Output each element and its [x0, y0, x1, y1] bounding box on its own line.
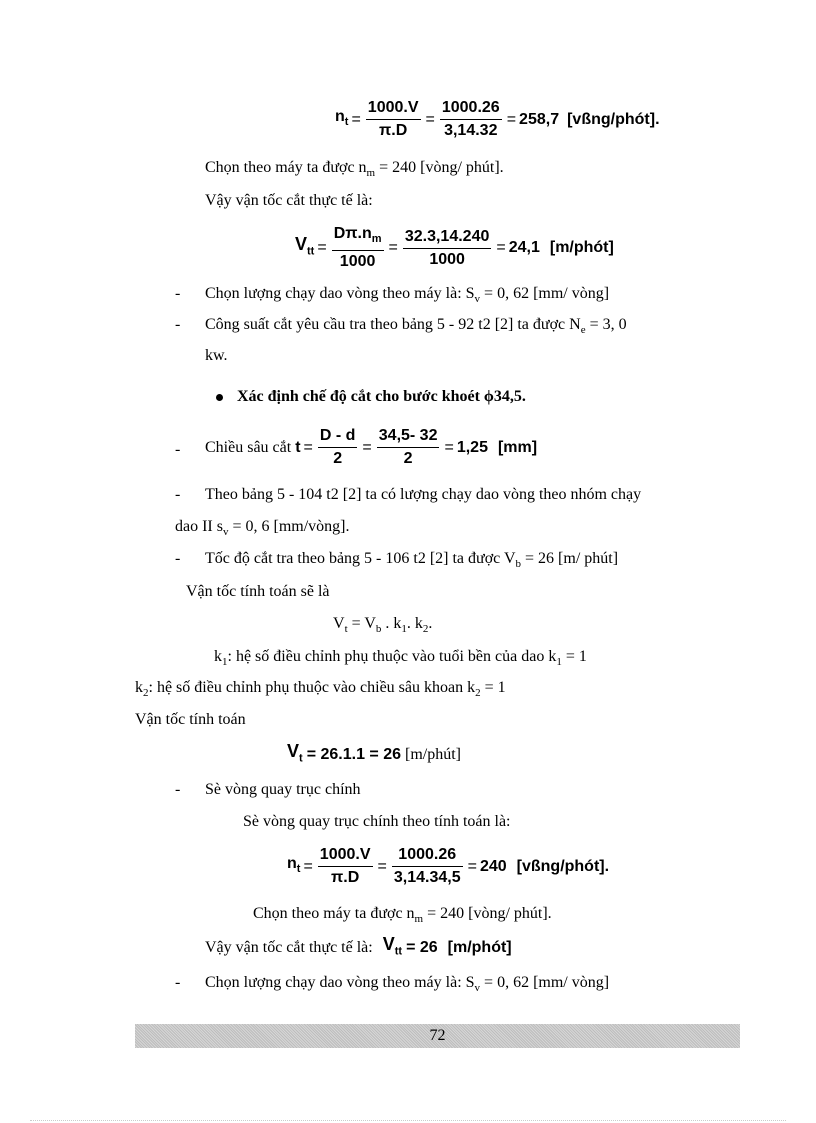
- dash: -: [175, 316, 181, 333]
- line-k1: $k_1$: hệ số điều chỉnh phụ thuộc vào tuổi bền của dao $k_1 = 1$: [214, 648, 587, 669]
- item-feed-table: Theo bảng 5 - 104 t2 [2] ta có lượng chạy dao vòng theo nhóm chạy: [205, 486, 642, 503]
- formula-vt-value: $V_t$ = 26.1.1 = 26 [m/phút]: [287, 741, 461, 765]
- formula-nt-2: $n_t$ = $\frac{1000.V}{\pi.D}$ = $\frac{1000.26}{3,14.34,5}$ = 240 [vßng/phót].: [287, 846, 610, 886]
- item-power-cont: kw.: [205, 347, 228, 364]
- dash: -: [175, 781, 181, 798]
- heading-khoet: Xác định chế độ cắt cho bước khoét ϕ34,5.: [216, 387, 526, 407]
- dash: -: [175, 441, 181, 458]
- item-spindle: Sè vòng quay trục chính: [205, 781, 361, 798]
- dash: -: [175, 285, 181, 302]
- page-footer: [135, 1024, 740, 1048]
- item-speed-table: Tốc độ cắt tra theo bảng 5 - 106 t2 [2] ta được $V_b = 26$ [m/ phút]: [205, 550, 619, 571]
- dash: -: [175, 550, 181, 567]
- line-9: Vậy vận tốc cắt thực tế là: $V_{tt}$ = 26 [m/phót]: [205, 934, 512, 958]
- formula-vt: $V_t = V_b$ . $k_1$. $k_2$.: [333, 615, 433, 636]
- item-feed-2: Chọn lượng chạy dao vòng theo máy là: $S_v = 0$, 62 [mm/ vòng]: [205, 974, 610, 995]
- formula-vtt-1: $V_{tt}$ = $\frac{D\pi.n_m}{1000}$ = $\frac{32.3,14.240}{1000}$ = 24,1 [m/phót]: [295, 225, 614, 271]
- page-bottom-border: [30, 1120, 786, 1121]
- item-power: Công suất cắt yêu cầu tra theo bảng 5 - 92 t2 [2] ta được $N_e = 3$, 0: [205, 316, 627, 337]
- bullet-icon: [216, 394, 223, 401]
- line-8: Chọn theo máy ta được $n_m = 240$ [vòng/ phút].: [253, 905, 552, 926]
- page-number: 72: [429, 1027, 446, 1044]
- dash: -: [175, 486, 181, 503]
- line-6: Vận tốc tính toán: [135, 711, 246, 728]
- formula-nt-1: $n_t$ = $\frac{1000.V}{\pi.D}$ = $\frac{1000.26}{3,14.32}$ = 258,7 [vßng/phót].: [335, 99, 660, 139]
- dash: -: [175, 974, 181, 991]
- item-depth: Chiều sâu cắt t = $\frac{D - d}{2}$ = $\frac{34,5- 32}{2}$ = 1,25 [mm]: [205, 427, 538, 467]
- line-2: Vậy vận tốc cắt thực tế là:: [205, 192, 373, 209]
- line-1: Chọn theo máy ta được $n_m = 240$ [vòng/ phút].: [205, 159, 504, 180]
- line-7: Sè vòng quay trục chính theo tính toán là:: [243, 813, 511, 830]
- item-feed-table-cont: dao II $s_v = 0$, 6 [mm/vòng].: [175, 518, 350, 539]
- line-k2: $k_2$: hệ số điều chỉnh phụ thuộc vào chiều sâu khoan $k_2 = 1$: [135, 679, 506, 700]
- line-3: Vận tốc tính toán sẽ là: [186, 583, 330, 600]
- item-feed-1: Chọn lượng chạy dao vòng theo máy là: $S_v = 0$, 62 [mm/ vòng]: [205, 285, 610, 306]
